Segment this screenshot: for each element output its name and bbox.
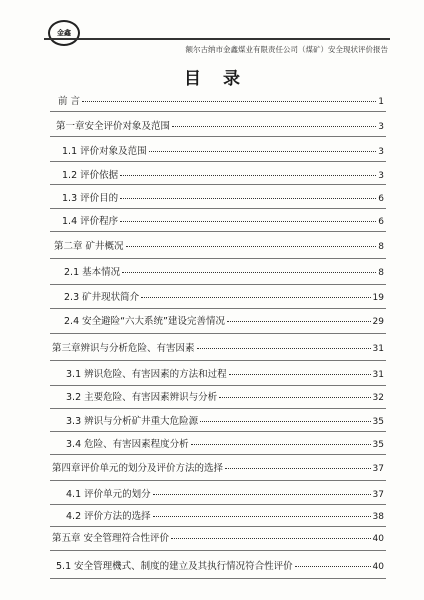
toc-entry-chapter-2[interactable] [54, 238, 384, 252]
toc-separator [50, 550, 386, 551]
toc-separator [50, 408, 386, 409]
toc-entry-1-3[interactable] [62, 190, 384, 204]
toc-entry-chapter-4[interactable] [52, 460, 384, 474]
toc-page-number: 35 [372, 440, 384, 450]
toc-separator [50, 480, 386, 481]
toc-page-number: 3 [378, 122, 384, 132]
toc-label: 第四章评价单元的划分及评价方法的选择 [52, 463, 224, 474]
toc-leader [200, 421, 370, 422]
company-logo [48, 20, 80, 46]
toc-leader [120, 198, 376, 199]
toc-page-number: 37 [372, 490, 384, 500]
toc-page-number: 19 [372, 293, 384, 303]
page-header [44, 14, 390, 56]
toc-leader [197, 348, 371, 349]
toc-label: 3.1 辨识危险、有害因素的方法和过程 [66, 369, 227, 380]
toc-page-number: 37 [372, 464, 384, 474]
toc-page-number: 29 [372, 317, 384, 327]
toc-separator [50, 258, 386, 259]
toc-label: 3.2 主要危险、有害因素辨识与分析 [66, 392, 218, 403]
toc-leader [219, 397, 370, 398]
toc-entry-chapter-1[interactable] [56, 118, 384, 132]
toc-separator [50, 161, 386, 162]
toc-label: 第三章辨识与分析危险、有害因素 [52, 343, 195, 354]
toc-separator [50, 184, 386, 185]
logo-text: 金鑫 [57, 29, 71, 37]
toc-entry-4-1[interactable] [66, 486, 384, 500]
toc-label: 2.4 安全避险“六大系统”建设完善情况 [64, 316, 225, 327]
toc-separator [50, 136, 386, 137]
toc-separator [50, 578, 386, 579]
toc-label: 2.1 基本情况 [64, 267, 121, 278]
toc-label: 3.4 危险、有害因素程度分析 [66, 439, 189, 450]
toc-page-number: 40 [372, 534, 384, 544]
toc-label: 1.3 评价目的 [62, 193, 119, 204]
toc-entry-1-4[interactable] [62, 213, 384, 227]
toc-entry-2-4[interactable] [64, 313, 384, 327]
toc-separator [50, 504, 386, 505]
toc-entry-3-3[interactable] [66, 413, 384, 427]
toc-leader [141, 297, 370, 298]
toc-leader [153, 516, 371, 517]
toc-label: 1.2 评价依据 [62, 170, 119, 181]
toc-label: 第一章安全评价对象及范围 [56, 121, 171, 132]
toc-separator [50, 385, 386, 386]
toc-page-number: 3 [378, 147, 384, 157]
toc-page-number: 31 [372, 344, 384, 354]
toc-label: 2.3 矿井现状简介 [64, 292, 140, 303]
toc-entry-chapter-3[interactable] [52, 340, 384, 354]
toc-leader [82, 101, 376, 102]
toc-page-number: 31 [372, 370, 384, 380]
toc-label: 4.2 评价方法的选择 [66, 511, 151, 522]
toc-page-number: 1 [378, 97, 384, 107]
toc-separator [50, 333, 386, 334]
toc-page-number: 38 [372, 512, 384, 522]
toc-separator [50, 284, 386, 285]
toc-leader [120, 175, 376, 176]
toc-entry-preface[interactable] [58, 93, 384, 107]
toc-entry-3-1[interactable] [66, 366, 384, 380]
toc-page-number: 3 [378, 171, 384, 181]
toc-leader [225, 468, 371, 469]
toc-separator [50, 208, 386, 209]
toc-leader [122, 272, 376, 273]
toc-page-number: 40 [372, 562, 384, 572]
toc-label: 4.1 评价单元的划分 [66, 489, 151, 500]
header-rule [44, 38, 390, 40]
toc-label: 1.4 评价程序 [62, 216, 119, 227]
toc-entry-5-1[interactable] [56, 558, 384, 572]
toc-separator [50, 111, 386, 112]
toc-leader [149, 151, 377, 152]
toc-leader [191, 444, 371, 445]
toc-page-number: 35 [372, 417, 384, 427]
toc-entry-chapter-5[interactable] [52, 530, 384, 544]
toc-page-number: 8 [378, 268, 384, 278]
toc-page-number: 6 [378, 194, 384, 204]
toc-label: 5.1 安全管理機式、制度的建立及其执行情况符合性评价 [56, 561, 293, 572]
toc-entry-1-2[interactable] [62, 167, 384, 181]
toc-label: 第五章 安全管理符合性评价 [52, 533, 170, 544]
toc-separator [50, 360, 386, 361]
toc-entry-4-2[interactable] [66, 508, 384, 522]
toc-entry-2-3[interactable] [64, 289, 384, 303]
toc-leader [153, 494, 371, 495]
header-company-text: 额尔古纳市金鑫煤业有限责任公司（煤矿）安全现状评价报告 [185, 45, 388, 54]
toc-separator [50, 308, 386, 309]
toc-leader [227, 321, 371, 322]
toc-label: 第二章 矿井概况 [54, 241, 124, 252]
toc-leader [295, 566, 371, 567]
toc-label: 前 言 [58, 96, 81, 107]
toc-label: 1.1 评价对象及范围 [62, 146, 147, 157]
toc-entry-3-2[interactable] [66, 389, 384, 403]
toc-separator [50, 231, 386, 232]
toc-entry-2-1[interactable] [64, 264, 384, 278]
toc-page-number: 8 [378, 242, 384, 252]
toc-entry-1-1[interactable] [62, 143, 384, 157]
toc-page-number: 6 [378, 217, 384, 227]
page-title: 目录 [184, 69, 262, 89]
toc-separator [50, 454, 386, 455]
toc-label: 3.3 辨识与分析矿井重大危险源 [66, 416, 199, 427]
toc-leader [120, 221, 376, 222]
toc-leader [171, 538, 371, 539]
toc-leader [172, 126, 376, 127]
toc-page-number: 32 [372, 393, 384, 403]
toc-leader [126, 246, 377, 247]
toc-leader [229, 374, 371, 375]
toc-entry-3-4[interactable] [66, 436, 384, 450]
toc-separator [50, 526, 386, 527]
toc-separator [50, 431, 386, 432]
